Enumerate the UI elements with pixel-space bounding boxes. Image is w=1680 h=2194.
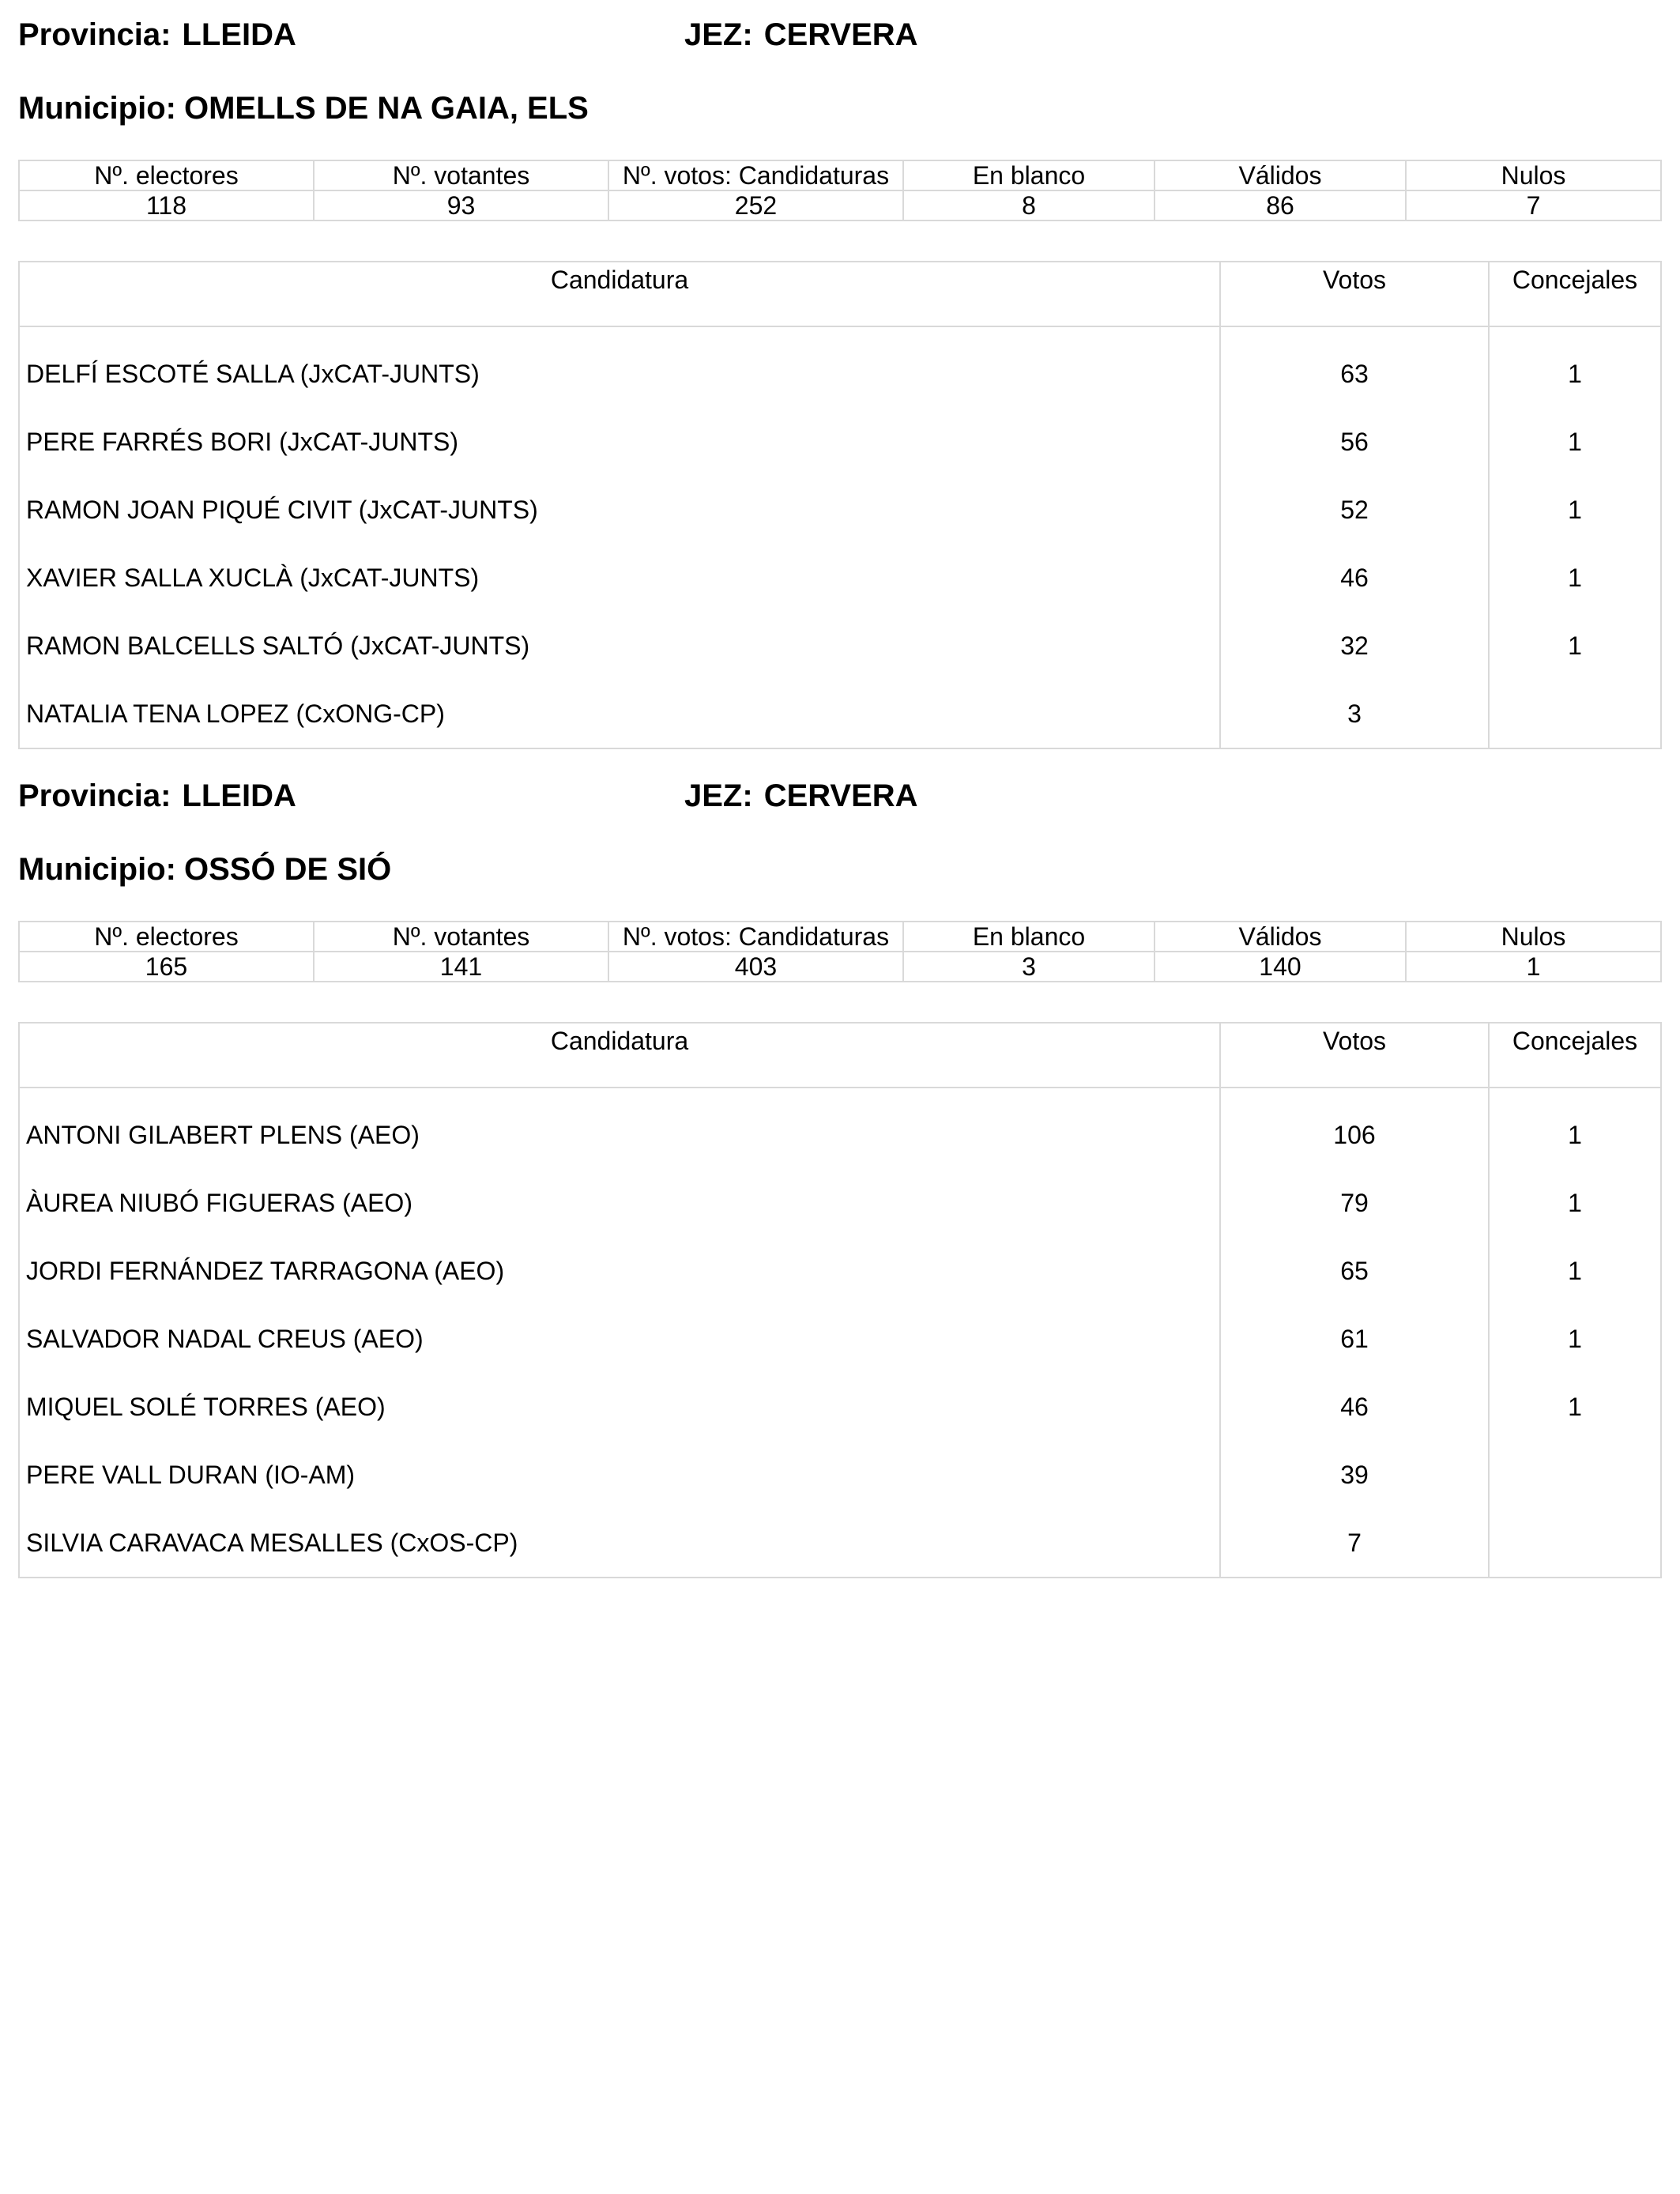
summary-value-cell: 165 bbox=[19, 952, 314, 982]
candidate-names-column bbox=[20, 1088, 1219, 1577]
candidate-votes: 61 bbox=[1340, 1325, 1369, 1353]
summary-header-cell: Nº. votos: Candidaturas bbox=[608, 922, 903, 952]
municipio-heading bbox=[18, 89, 589, 127]
candidate-name: ÀUREA NIUBÓ FIGUERAS (AEO) bbox=[26, 1189, 412, 1217]
candidate-concejales: 1 bbox=[1568, 631, 1582, 660]
summary-header-cell: Nulos bbox=[1406, 160, 1661, 190]
candidate-votes: 52 bbox=[1340, 496, 1369, 524]
summary-value-cell: 1 bbox=[1406, 952, 1661, 982]
candidates-body bbox=[20, 327, 1660, 748]
candidate-votes: 3 bbox=[1347, 699, 1362, 728]
candidate-name: NATALIA TENA LOPEZ (CxONG-CP) bbox=[26, 699, 445, 728]
candidate-votes-column bbox=[1219, 1088, 1488, 1577]
municipio-heading bbox=[18, 850, 391, 888]
candidate-concejales: 1 bbox=[1568, 1189, 1582, 1217]
candidates-header-row bbox=[20, 1023, 1660, 1088]
summary-value-cell: 403 bbox=[608, 952, 903, 982]
candidate-concejales: 1 bbox=[1568, 428, 1582, 456]
candidates-body bbox=[20, 1088, 1660, 1577]
jez-label: JEZ: bbox=[684, 17, 753, 52]
candidate-name: MIQUEL SOLÉ TORRES (AEO) bbox=[26, 1393, 386, 1421]
candidate-votes: 46 bbox=[1340, 564, 1369, 592]
summary-value-row bbox=[19, 952, 1661, 982]
summary-value-cell: 141 bbox=[314, 952, 608, 982]
provincia-heading bbox=[18, 777, 296, 815]
candidate-concejales: 1 bbox=[1568, 1257, 1582, 1285]
summary-value-cell: 3 bbox=[903, 952, 1155, 982]
jez-label: JEZ: bbox=[684, 778, 753, 813]
summary-value-cell: 93 bbox=[314, 190, 608, 221]
candidate-concejales bbox=[1490, 1509, 1660, 1577]
candidate-name: XAVIER SALLA XUCLÀ (JxCAT-JUNTS) bbox=[26, 564, 480, 592]
candidates-header-row bbox=[20, 262, 1660, 327]
candidate-concejales-column bbox=[1488, 1088, 1660, 1577]
summary-header-cell: Nº. votantes bbox=[314, 922, 608, 952]
candidate-name: JORDI FERNÁNDEZ TARRAGONA (AEO) bbox=[26, 1257, 505, 1285]
municipio-value: OSSÓ DE SIÓ bbox=[183, 852, 392, 887]
candidate-votes: 32 bbox=[1340, 631, 1369, 660]
summary-value-cell: 8 bbox=[903, 190, 1155, 221]
candidate-votes: 65 bbox=[1340, 1257, 1369, 1285]
candidate-name: RAMON BALCELLS SALTÓ (JxCAT-JUNTS) bbox=[26, 631, 530, 660]
summary-table bbox=[18, 921, 1662, 982]
provincia-label: Provincia: bbox=[18, 778, 171, 813]
provincia-heading bbox=[18, 16, 296, 54]
summary-header-cell: En blanco bbox=[903, 160, 1155, 190]
summary-header-cell: Nº. electores bbox=[19, 922, 314, 952]
summary-header-cell: Válidos bbox=[1155, 922, 1406, 952]
summary-header-cell: Nulos bbox=[1406, 922, 1661, 952]
summary-value-cell: 86 bbox=[1155, 190, 1406, 221]
candidate-concejales: 1 bbox=[1568, 360, 1582, 388]
summary-value-cell: 252 bbox=[608, 190, 903, 221]
summary-value-cell: 118 bbox=[19, 190, 314, 221]
candidate-name: ANTONI GILABERT PLENS (AEO) bbox=[26, 1121, 420, 1149]
jez-value: CERVERA bbox=[763, 17, 918, 52]
candidates-table bbox=[18, 1022, 1662, 1578]
summary-header-row bbox=[19, 922, 1661, 952]
candidate-concejales: 1 bbox=[1568, 1325, 1582, 1353]
candidate-concejales: 1 bbox=[1568, 1393, 1582, 1421]
header-votos: Votos bbox=[1219, 1023, 1488, 1087]
candidate-votes: 106 bbox=[1333, 1121, 1376, 1149]
provincia-value: LLEIDA bbox=[182, 778, 296, 813]
candidate-concejales: 1 bbox=[1568, 564, 1582, 592]
provincia-label: Provincia: bbox=[18, 17, 171, 52]
candidate-votes: 79 bbox=[1340, 1189, 1369, 1217]
jez-heading bbox=[684, 777, 918, 815]
jez-value: CERVERA bbox=[763, 778, 918, 813]
candidate-concejales: 1 bbox=[1568, 1121, 1582, 1149]
header-candidatura: Candidatura bbox=[550, 1027, 689, 1055]
provincia-value: LLEIDA bbox=[182, 17, 296, 52]
candidate-votes: 46 bbox=[1340, 1393, 1369, 1421]
header-candidatura: Candidatura bbox=[550, 266, 689, 294]
candidate-concejales bbox=[1490, 680, 1660, 748]
header-votos: Votos bbox=[1219, 262, 1488, 326]
summary-value-row bbox=[19, 190, 1661, 221]
summary-value-cell: 7 bbox=[1406, 190, 1661, 221]
summary-header-row bbox=[19, 160, 1661, 190]
candidate-name: SILVIA CARAVACA MESALLES (CxOS-CP) bbox=[26, 1529, 518, 1557]
header-concejales: Concejales bbox=[1488, 262, 1660, 326]
municipio-label: Municipio: bbox=[18, 852, 176, 887]
summary-table bbox=[18, 160, 1662, 221]
summary-value-cell: 140 bbox=[1155, 952, 1406, 982]
summary-header-cell: Nº. electores bbox=[19, 160, 314, 190]
candidate-name: DELFÍ ESCOTÉ SALLA (JxCAT-JUNTS) bbox=[26, 360, 480, 388]
summary-header-cell: Nº. votos: Candidaturas bbox=[608, 160, 903, 190]
jez-heading bbox=[684, 16, 918, 54]
candidate-name: SALVADOR NADAL CREUS (AEO) bbox=[26, 1325, 424, 1353]
header-concejales: Concejales bbox=[1488, 1023, 1660, 1087]
summary-header-cell: Nº. votantes bbox=[314, 160, 608, 190]
candidate-votes: 56 bbox=[1340, 428, 1369, 456]
municipio-label: Municipio: bbox=[18, 91, 176, 126]
candidate-votes: 7 bbox=[1347, 1529, 1362, 1557]
candidate-concejales: 1 bbox=[1568, 496, 1582, 524]
candidate-votes-column bbox=[1219, 327, 1488, 748]
candidate-name: PERE VALL DURAN (IO-AM) bbox=[26, 1461, 356, 1489]
municipio-value: OMELLS DE NA GAIA, ELS bbox=[183, 91, 589, 126]
candidate-votes: 39 bbox=[1340, 1461, 1369, 1489]
candidate-name: PERE FARRÉS BORI (JxCAT-JUNTS) bbox=[26, 428, 459, 456]
candidate-name: RAMON JOAN PIQUÉ CIVIT (JxCAT-JUNTS) bbox=[26, 496, 538, 524]
summary-header-cell: En blanco bbox=[903, 922, 1155, 952]
candidate-concejales bbox=[1490, 1441, 1660, 1509]
candidates-table bbox=[18, 261, 1662, 749]
candidate-names-column bbox=[20, 327, 1219, 748]
summary-header-cell: Válidos bbox=[1155, 160, 1406, 190]
candidate-concejales-column bbox=[1488, 327, 1660, 748]
candidate-votes: 63 bbox=[1340, 360, 1369, 388]
